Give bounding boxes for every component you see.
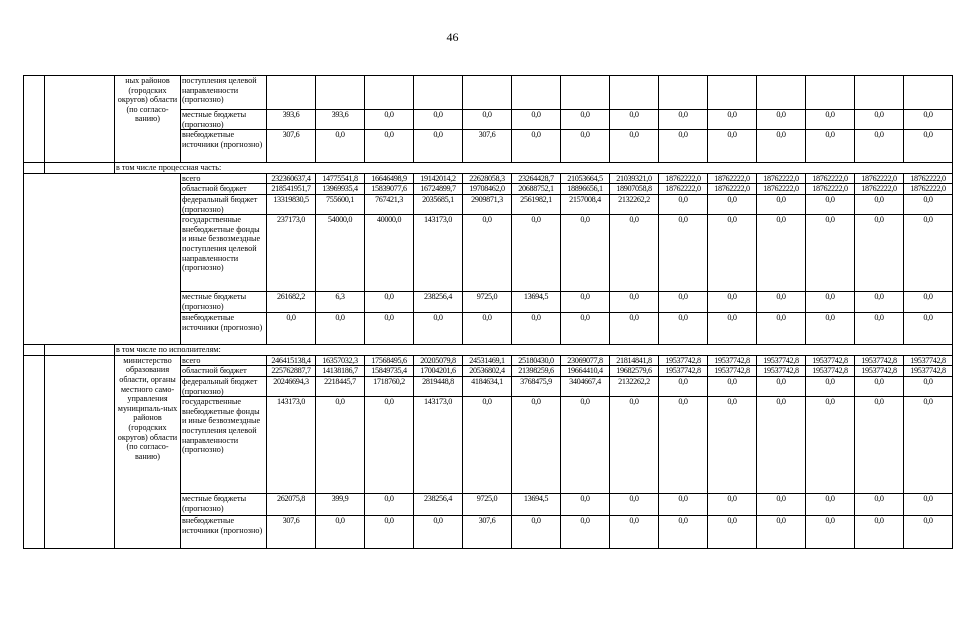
value-cell: 0,0 <box>806 110 855 130</box>
value-cell: 307,6 <box>463 516 512 549</box>
value-cell: 0,0 <box>512 110 561 130</box>
value-cell: 0,0 <box>316 130 365 163</box>
value-cell: 307,6 <box>267 130 316 163</box>
value-cell: 0,0 <box>365 516 414 549</box>
value-cell: 0,0 <box>610 110 659 130</box>
value-cell: 0,0 <box>904 397 953 494</box>
value-cell: 0,0 <box>904 194 953 214</box>
value-cell: 0,0 <box>561 292 610 313</box>
value-cell: 0,0 <box>904 215 953 292</box>
value-cell: 0,0 <box>904 376 953 396</box>
value-cell <box>561 76 610 110</box>
value-cell: 143173,0 <box>267 397 316 494</box>
value-cell: 0,0 <box>757 516 806 549</box>
value-cell: 232360637,4 <box>267 173 316 184</box>
value-cell: 21053664,5 <box>561 173 610 184</box>
value-cell: 0,0 <box>561 397 610 494</box>
value-cell: 18762222,0 <box>708 184 757 195</box>
value-cell: 19682579,6 <box>610 366 659 377</box>
value-cell: 16357032,3 <box>316 355 365 366</box>
value-cell: 1718760,2 <box>365 376 414 396</box>
value-cell: 19537742,8 <box>855 366 904 377</box>
source-label: местные бюджеты (прогнозно) <box>181 494 267 516</box>
value-cell: 0,0 <box>316 397 365 494</box>
section-row <box>24 345 953 356</box>
value-cell: 0,0 <box>708 292 757 313</box>
value-cell <box>855 76 904 110</box>
budget-table <box>23 75 953 549</box>
value-cell: 0,0 <box>365 110 414 130</box>
value-cell: 0,0 <box>414 110 463 130</box>
value-cell: 18762222,0 <box>659 173 708 184</box>
value-cell: 20205079,8 <box>414 355 463 366</box>
value-cell: 0,0 <box>610 292 659 313</box>
value-cell: 0,0 <box>610 397 659 494</box>
value-cell: 0,0 <box>316 516 365 549</box>
value-cell: 0,0 <box>806 494 855 516</box>
value-cell: 2909871,3 <box>463 194 512 214</box>
value-cell: 0,0 <box>806 292 855 313</box>
source-label: государственные внебюджетные фонды и иные безвозмездные поступления целевой направленности (прогнозно) <box>181 215 267 292</box>
page-number: 46 <box>446 30 459 44</box>
value-cell <box>365 76 414 110</box>
value-cell: 19664410,4 <box>561 366 610 377</box>
source-label: государственные внебюджетные фонды и иные безвозмездные поступления целевой направленности (прогнозно) <box>181 397 267 494</box>
value-cell: 6,3 <box>316 292 365 313</box>
index-cell <box>24 163 45 174</box>
value-cell: 0,0 <box>904 110 953 130</box>
value-cell: 0,0 <box>757 397 806 494</box>
source-label: областной бюджет <box>181 366 267 377</box>
value-cell: 0,0 <box>463 313 512 345</box>
value-cell: 0,0 <box>659 313 708 345</box>
value-cell: 13319830,5 <box>267 194 316 214</box>
value-cell: 143173,0 <box>414 397 463 494</box>
source-label: всего <box>181 173 267 184</box>
event-cell <box>45 76 115 163</box>
value-cell: 0,0 <box>561 494 610 516</box>
value-cell: 0,0 <box>855 516 904 549</box>
value-cell: 3768475,9 <box>512 376 561 396</box>
value-cell: 0,0 <box>806 194 855 214</box>
value-cell: 0,0 <box>659 376 708 396</box>
value-cell: 15839077,6 <box>365 184 414 195</box>
value-cell: 0,0 <box>757 376 806 396</box>
value-cell: 0,0 <box>610 516 659 549</box>
value-cell: 0,0 <box>855 397 904 494</box>
value-cell: 0,0 <box>659 516 708 549</box>
value-cell: 19708462,0 <box>463 184 512 195</box>
value-cell: 0,0 <box>561 215 610 292</box>
value-cell: 19537742,8 <box>904 366 953 377</box>
value-cell: 25180430,0 <box>512 355 561 366</box>
value-cell: 0,0 <box>610 215 659 292</box>
value-cell: 21814841,8 <box>610 355 659 366</box>
value-cell: 14138186,7 <box>316 366 365 377</box>
value-cell: 19537742,8 <box>659 355 708 366</box>
value-cell: 24531469,1 <box>463 355 512 366</box>
value-cell: 19537742,8 <box>659 366 708 377</box>
value-cell: 0,0 <box>708 215 757 292</box>
value-cell: 19537742,8 <box>757 355 806 366</box>
value-cell: 0,0 <box>855 313 904 345</box>
event-cell <box>45 345 115 356</box>
value-cell: 0,0 <box>365 313 414 345</box>
source-label: внебюджетные источники (прогнозно) <box>181 313 267 345</box>
value-cell: 0,0 <box>757 130 806 163</box>
value-cell: 19537742,8 <box>757 366 806 377</box>
source-label: областной бюджет <box>181 184 267 195</box>
value-cell: 54000,0 <box>316 215 365 292</box>
value-cell: 261682,2 <box>267 292 316 313</box>
value-cell: 20536802,4 <box>463 366 512 377</box>
value-cell: 2218445,7 <box>316 376 365 396</box>
value-cell: 14775541,8 <box>316 173 365 184</box>
value-cell: 3404667,4 <box>561 376 610 396</box>
value-cell: 18762222,0 <box>806 173 855 184</box>
source-label: местные бюджеты (прогнозно) <box>181 292 267 313</box>
value-cell: 19537742,8 <box>904 355 953 366</box>
value-cell: 0,0 <box>904 494 953 516</box>
value-cell: 0,0 <box>708 494 757 516</box>
value-cell: 17004201,6 <box>414 366 463 377</box>
value-cell <box>463 76 512 110</box>
value-cell: 2132262,2 <box>610 194 659 214</box>
value-cell: 21398259,6 <box>512 366 561 377</box>
source-label: местные бюджеты (прогнозно) <box>181 110 267 130</box>
value-cell <box>904 76 953 110</box>
value-cell: 0,0 <box>365 292 414 313</box>
value-cell: 0,0 <box>659 292 708 313</box>
value-cell: 0,0 <box>512 516 561 549</box>
value-cell: 218541951,7 <box>267 184 316 195</box>
value-cell: 0,0 <box>806 130 855 163</box>
value-cell: 0,0 <box>806 397 855 494</box>
value-cell: 0,0 <box>512 215 561 292</box>
value-cell: 18896656,1 <box>561 184 610 195</box>
value-cell: 0,0 <box>561 130 610 163</box>
table-row <box>24 355 953 366</box>
value-cell: 2157008,4 <box>561 194 610 214</box>
value-cell: 18762222,0 <box>806 184 855 195</box>
value-cell: 9725,0 <box>463 292 512 313</box>
value-cell: 23069077,8 <box>561 355 610 366</box>
value-cell: 0,0 <box>463 110 512 130</box>
value-cell: 0,0 <box>463 397 512 494</box>
value-cell: 13694,5 <box>512 292 561 313</box>
value-cell: 307,6 <box>267 516 316 549</box>
value-cell <box>610 76 659 110</box>
index-cell <box>24 76 45 163</box>
value-cell: 0,0 <box>659 194 708 214</box>
value-cell: 0,0 <box>806 215 855 292</box>
source-label: федеральный бюджет (прогнозно) <box>181 376 267 396</box>
value-cell: 0,0 <box>512 130 561 163</box>
value-cell <box>316 76 365 110</box>
value-cell: 0,0 <box>561 516 610 549</box>
value-cell: 755600,1 <box>316 194 365 214</box>
section-heading: в том числе процессная часть: <box>115 163 953 174</box>
value-cell: 2819448,8 <box>414 376 463 396</box>
value-cell: 0,0 <box>512 313 561 345</box>
value-cell: 767421,3 <box>365 194 414 214</box>
value-cell: 0,0 <box>855 292 904 313</box>
value-cell: 18762222,0 <box>855 173 904 184</box>
value-cell: 0,0 <box>904 313 953 345</box>
value-cell: 0,0 <box>659 130 708 163</box>
value-cell: 18762222,0 <box>855 184 904 195</box>
value-cell: 393,6 <box>267 110 316 130</box>
value-cell: 2132262,2 <box>610 376 659 396</box>
value-cell: 16724899,7 <box>414 184 463 195</box>
value-cell: 0,0 <box>904 130 953 163</box>
value-cell: 20688752,1 <box>512 184 561 195</box>
value-cell: 0,0 <box>463 215 512 292</box>
value-cell: 18762222,0 <box>659 184 708 195</box>
value-cell: 0,0 <box>708 194 757 214</box>
value-cell: 18907058,8 <box>610 184 659 195</box>
value-cell: 22628058,3 <box>463 173 512 184</box>
section-heading: в том числе по исполнителям: <box>115 345 953 356</box>
value-cell: 143173,0 <box>414 215 463 292</box>
table-row <box>24 173 953 184</box>
value-cell: 307,6 <box>463 130 512 163</box>
value-cell: 18762222,0 <box>708 173 757 184</box>
value-cell <box>708 76 757 110</box>
value-cell <box>659 76 708 110</box>
value-cell: 225762887,7 <box>267 366 316 377</box>
value-cell: 0,0 <box>757 215 806 292</box>
value-cell <box>512 76 561 110</box>
executor-cell: ных районов (городских округов) области (по согласо-ванию) <box>115 76 181 163</box>
value-cell: 0,0 <box>757 494 806 516</box>
value-cell: 0,0 <box>708 313 757 345</box>
value-cell: 9725,0 <box>463 494 512 516</box>
value-cell <box>806 76 855 110</box>
source-label: внебюджетные источники (прогнозно) <box>181 516 267 549</box>
value-cell: 0,0 <box>659 494 708 516</box>
value-cell: 0,0 <box>904 516 953 549</box>
value-cell: 0,0 <box>561 313 610 345</box>
value-cell: 0,0 <box>904 292 953 313</box>
value-cell: 0,0 <box>708 130 757 163</box>
value-cell: 0,0 <box>610 130 659 163</box>
value-cell: 237173,0 <box>267 215 316 292</box>
value-cell: 0,0 <box>267 313 316 345</box>
value-cell: 19537742,8 <box>806 355 855 366</box>
value-cell: 246415138,4 <box>267 355 316 366</box>
value-cell: 19537742,8 <box>708 355 757 366</box>
value-cell: 0,0 <box>659 215 708 292</box>
value-cell: 16646498,9 <box>365 173 414 184</box>
value-cell: 0,0 <box>610 494 659 516</box>
value-cell: 238256,4 <box>414 292 463 313</box>
source-label: всего <box>181 355 267 366</box>
value-cell: 0,0 <box>708 397 757 494</box>
event-cell <box>45 355 115 548</box>
value-cell: 40000,0 <box>365 215 414 292</box>
source-label: внебюджетные источники (прогнозно) <box>181 130 267 163</box>
value-cell: 18762222,0 <box>904 173 953 184</box>
value-cell: 18762222,0 <box>757 173 806 184</box>
section-row <box>24 163 953 174</box>
value-cell: 0,0 <box>757 292 806 313</box>
value-cell: 18762222,0 <box>904 184 953 195</box>
value-cell: 15849735,4 <box>365 366 414 377</box>
value-cell: 2561982,1 <box>512 194 561 214</box>
index-cell <box>24 345 45 356</box>
value-cell: 19142014,2 <box>414 173 463 184</box>
value-cell: 0,0 <box>757 194 806 214</box>
source-label: поступления целевой направленности (прогнозно) <box>181 76 267 110</box>
value-cell: 393,6 <box>316 110 365 130</box>
value-cell: 23264428,7 <box>512 173 561 184</box>
value-cell: 2035685,1 <box>414 194 463 214</box>
value-cell: 238256,4 <box>414 494 463 516</box>
value-cell: 0,0 <box>757 110 806 130</box>
executor-cell: министерство образования области, органы местного само-управления муниципаль-ных районов (городских округов) области (по согласо-ванию) <box>115 355 181 548</box>
value-cell <box>414 76 463 110</box>
value-cell: 0,0 <box>414 313 463 345</box>
value-cell: 0,0 <box>365 494 414 516</box>
value-cell: 0,0 <box>365 130 414 163</box>
value-cell: 21039321,0 <box>610 173 659 184</box>
value-cell: 0,0 <box>855 215 904 292</box>
value-cell: 19537742,8 <box>708 366 757 377</box>
value-cell: 0,0 <box>561 110 610 130</box>
value-cell: 262075,8 <box>267 494 316 516</box>
value-cell: 0,0 <box>806 516 855 549</box>
value-cell: 0,0 <box>365 397 414 494</box>
value-cell: 0,0 <box>855 376 904 396</box>
value-cell: 19537742,8 <box>855 355 904 366</box>
value-cell: 0,0 <box>708 110 757 130</box>
value-cell: 399,9 <box>316 494 365 516</box>
value-cell: 0,0 <box>855 194 904 214</box>
blank-cell <box>24 173 181 344</box>
value-cell: 0,0 <box>316 313 365 345</box>
value-cell: 13694,5 <box>512 494 561 516</box>
value-cell: 0,0 <box>855 494 904 516</box>
value-cell: 18762222,0 <box>757 184 806 195</box>
value-cell: 0,0 <box>806 376 855 396</box>
value-cell <box>267 76 316 110</box>
value-cell: 0,0 <box>610 313 659 345</box>
value-cell <box>757 76 806 110</box>
value-cell: 19537742,8 <box>806 366 855 377</box>
source-label: федеральный бюджет (прогнозно) <box>181 194 267 214</box>
value-cell: 0,0 <box>659 397 708 494</box>
value-cell: 0,0 <box>855 110 904 130</box>
value-cell: 0,0 <box>414 516 463 549</box>
value-cell: 0,0 <box>708 376 757 396</box>
index-cell <box>24 355 45 548</box>
value-cell: 20246694,3 <box>267 376 316 396</box>
value-cell: 0,0 <box>659 110 708 130</box>
value-cell: 0,0 <box>757 313 806 345</box>
value-cell: 0,0 <box>806 313 855 345</box>
value-cell: 0,0 <box>414 130 463 163</box>
value-cell: 0,0 <box>855 130 904 163</box>
value-cell: 0,0 <box>512 397 561 494</box>
event-cell <box>45 163 115 174</box>
value-cell: 13969935,4 <box>316 184 365 195</box>
value-cell: 0,0 <box>708 516 757 549</box>
table-row <box>24 76 953 110</box>
value-cell: 4184634,1 <box>463 376 512 396</box>
value-cell: 17568495,6 <box>365 355 414 366</box>
